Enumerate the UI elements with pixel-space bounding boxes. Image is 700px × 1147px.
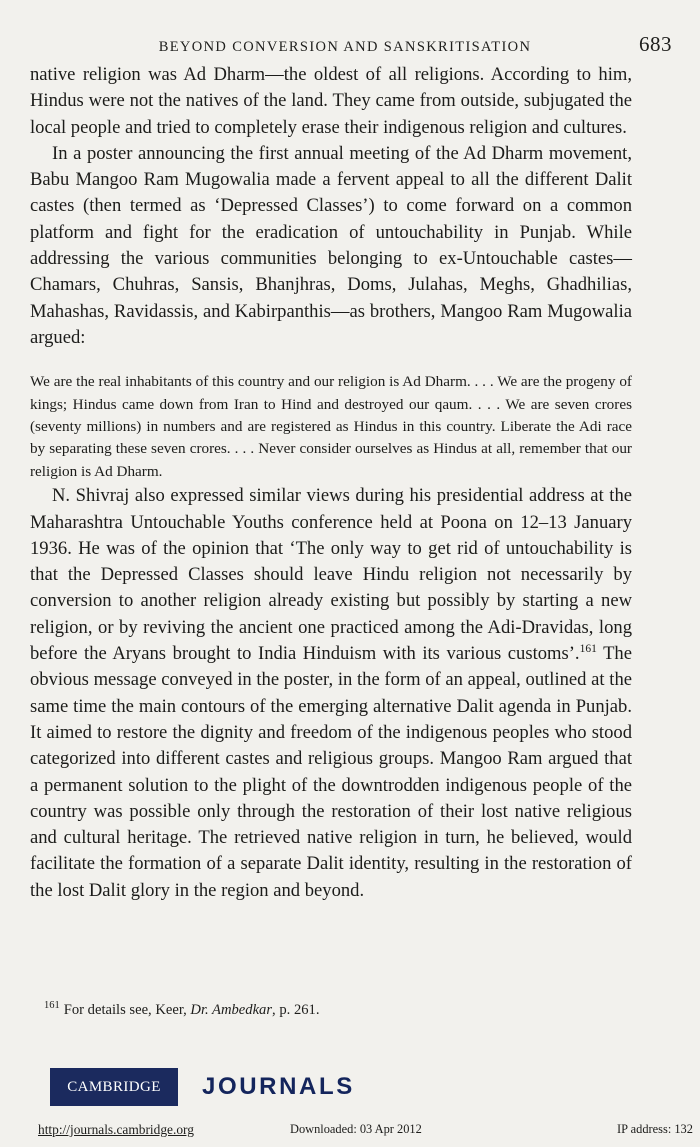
footnote-book-title: Dr. Ambedkar — [190, 1002, 273, 1018]
cambridge-wordmark: CAMBRIDGE — [67, 1078, 161, 1095]
body-paragraph: native religion was Ad Dharm—the oldest of all religions. According to him, Hindus were not the natives of the land. They came from outside, subjugated the local people and tried to completely erase their indigenous religion and cultures. — [30, 64, 632, 138]
running-head — [28, 32, 672, 56]
extract-text: We are the real inhabitants of this country and our religion is Ad Dharm. . . . We are the progeny of kings; Hindus came down from Iran to Hind and destroyed our qaum. . . . We are seven crores (seventy millions) in numbers and are registered as Hindus in this country. Liberate the Adi race by separating these seven crores. . . . Never consider ourselves as Hindus at all, remember that our religion is Ad Dharm. — [30, 373, 632, 480]
page-number: 683 — [639, 32, 672, 56]
footnote-area — [44, 1000, 624, 1020]
text-column — [30, 62, 632, 904]
paragraph-text-before-footnote-ref: N. Shivraj also expressed similar views during his presidential address at the Maharashtra Untouchable Youths conference held at Poona on 12–13 January 1936. He was of the opinion that ‘The only way to get rid of untouchability is that the Depressed Classes should leave Hindu religion not necessarily by conversion to another religion already existing but possibly by starting a new religion, or by reviving the ancient one practiced among the Adi-Dravidas, long before the Aryans brought to India Hinduism with its various customs’. — [30, 485, 632, 665]
downloaded-date: Downloaded: 03 Apr 2012 — [290, 1122, 422, 1136]
footnote-number: 161 — [44, 1000, 60, 1012]
body-paragraph: In a poster announcing the first annual meeting of the Ad Dharm movement, Babu Mangoo Ram Mugowalia made a fervent appeal to all the different Dalit castes (then termed as ‘Depressed Classes’) to come forward on a common platform and fight for the eradication of untouchability in Punjab. While addressing the various communities belonging to ex-Untouchable castes—Chamars, Chuhras, Sansis, Bhanjhras, Doms, Julahas, Meghs, Ghadhilias, Mahashas, Ravidassis, and Kabirpanthis—as brothers, Mangoo Ram Mugowalia argued: — [30, 142, 632, 348]
footnote-entry — [44, 1000, 624, 1020]
body-paragraph-with-footnote — [30, 483, 632, 904]
ip-address: IP address: 132 — [617, 1122, 693, 1136]
running-head-title: BEYOND CONVERSION AND SANSKRITISATION — [158, 39, 532, 55]
journals-wordmark: JOURNALS — [202, 1073, 355, 1100]
cambridge-journals-footer — [0, 1058, 700, 1147]
footnote-reference-marker[interactable]: 161 — [579, 642, 597, 655]
footnote-text-before-title: For details see, Keer, — [63, 1002, 191, 1018]
footer-metadata-row — [0, 1118, 700, 1146]
cambridge-logo-box — [50, 1068, 178, 1106]
block-quote-extract — [30, 371, 632, 483]
journals-url-link[interactable]: http://journals.cambridge.org — [38, 1122, 194, 1137]
cambridge-journals-logo[interactable] — [50, 1068, 355, 1106]
footnote-text-after-title: , p. 261. — [272, 1002, 320, 1018]
paragraph-text-after-footnote-ref: The obvious message conveyed in the poster, in the form of an appeal, outlined at the same time the main contours of the emerging alternative Dalit agenda in Punjab. It aimed to restore the dignity and freedom of the indigenous peoples who stood categorized into different castes and religious groups. Mangoo Ram argued that a permanent solution to the plight of the downtrodden indigenous people of the country was possible only through the restoration of their lost native religious and cultural heritage. The retrieved native religion in turn, he believed, would facilitate the formation of a separate Dalit identity, resulting in the restoration of the lost Dalit glory in the region and beyond. — [30, 643, 632, 901]
